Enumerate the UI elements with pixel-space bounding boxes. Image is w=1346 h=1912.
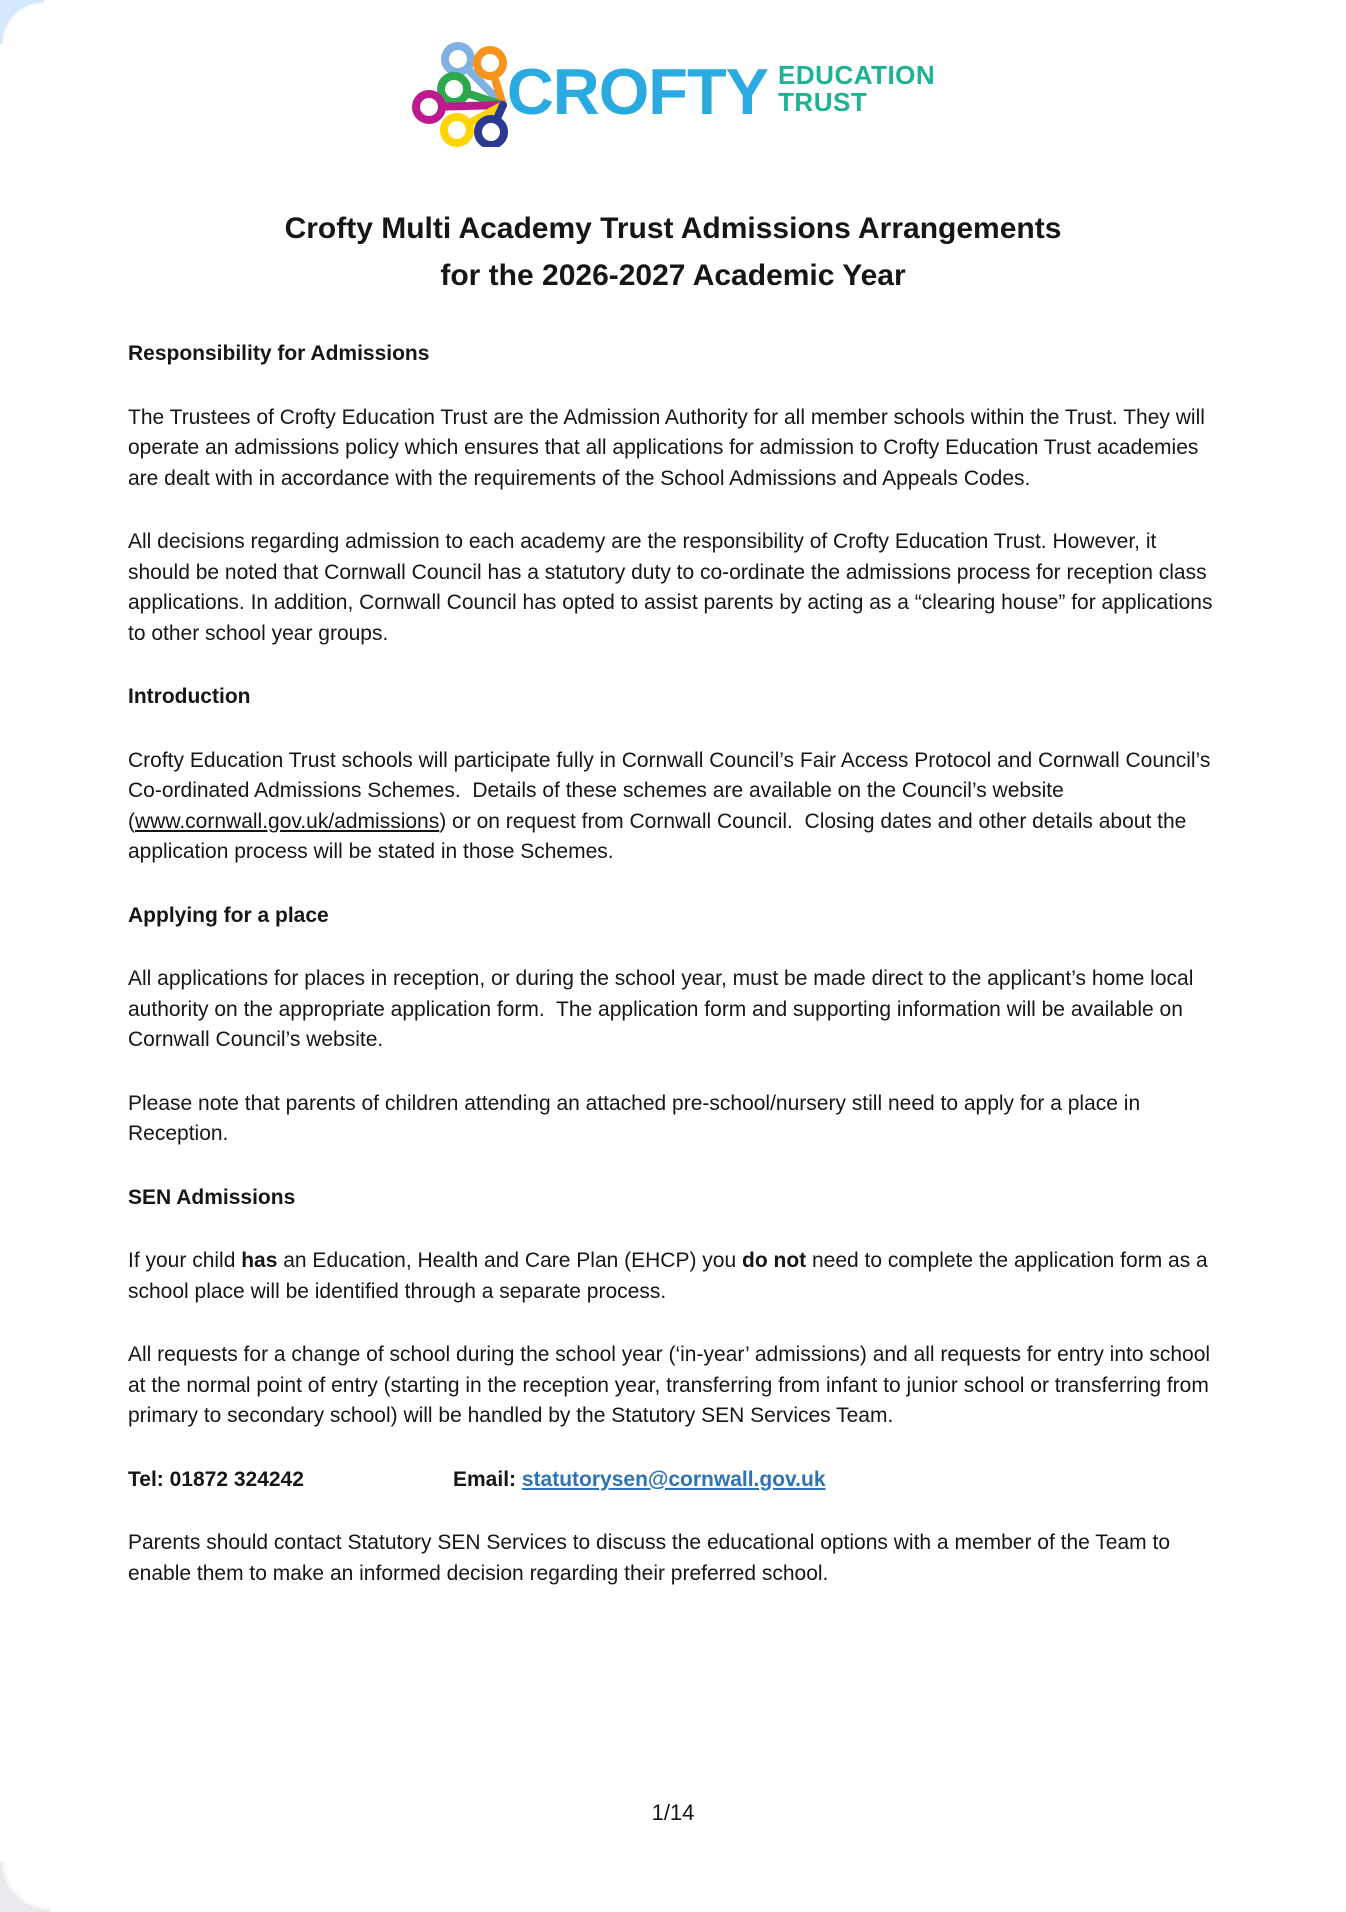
- paragraph-sen-1: [128, 1246, 1218, 1307]
- logo-suffix-trust: TRUST: [778, 87, 868, 117]
- paragraph-sen-2: All requests for a change of school during the school year (‘in-year’ admissions) and all requests for entry into school at the normal point of entry (starting in the reception year, transferring from infant to junior school or transferring from primary to secondary school) will be handled by the Statutory SEN Services Team.: [128, 1343, 1216, 1427]
- heading-introduction: Introduction: [128, 685, 251, 708]
- sen-text-1: If your child: [128, 1249, 242, 1272]
- paragraph-applying-1: All applications for places in reception, or during the school year, must be made direct to the applicant’s home local authority on the appropriate application form. The application form and supporting information will be available on Cornwall Council’s website.: [128, 967, 1200, 1051]
- email-label: Email:: [453, 1467, 522, 1491]
- page-number: 1/14: [651, 1800, 695, 1825]
- document-body: [128, 339, 1228, 1589]
- introduction-text-before-link: Crofty Education Trust schools will participate fully in Cornwall Council’s Fair Access Protocol and Cornwall Council’s Co-ordinated Admissions Schemes. Details of these schemes are available on the Council’s website (: [128, 748, 1228, 833]
- logo-wordmark: CROFTY: [506, 54, 769, 128]
- document-title: [0, 206, 1346, 299]
- heading-sen: SEN Admissions: [128, 1185, 296, 1209]
- sen-bold-do-not: do not: [742, 1249, 807, 1272]
- admissions-website-link[interactable]: www.cornwall.gov.uk/admissions: [135, 809, 440, 833]
- sen-text-3: need to complete the application form as a school place will be identified through a separate process.: [128, 1249, 1214, 1303]
- page-corner-accent-bottom-left: [0, 1862, 50, 1912]
- logo-suffix-education: EDUCATION: [778, 59, 936, 90]
- document-title-line2: for the 2026-2027 Academic Year: [440, 258, 906, 292]
- document-title-line1: Crofty Multi Academy Trust Admissions Arrangements: [284, 212, 1062, 245]
- heading-responsibility: Responsibility for Admissions: [128, 342, 430, 365]
- paragraph-responsibility-1: The Trustees of Crofty Education Trust are the Admission Authority for all member schools within the Trust. They will operate an admissions policy which ensures that all applications for admission to Crofty Education Trust academies are dealt with in accordance with the requirements of the School Admissions and Appeals Codes.: [128, 405, 1211, 490]
- paragraph-applying-2: Please note that parents of children attending an attached pre-school/nursery still need to apply for a place in Reception.: [128, 1091, 1146, 1145]
- paragraph-responsibility-2: All decisions regarding admission to each academy are the responsibility of Crofty Education Trust. However, it should be noted that Cornwall Council has a statutory duty to co-ordinate the admissions process for reception class applications. In addition, Cornwall Council has opted to assist parents by acting as a “clearing house” for applications to other school year groups.: [128, 530, 1219, 645]
- starburst-pins-icon: [411, 35, 515, 147]
- statutory-sen-email-link[interactable]: statutorysen@cornwall.gov.uk: [521, 1467, 826, 1491]
- crofty-logo: [0, 0, 1346, 128]
- logo-suffix: [778, 59, 936, 121]
- telephone-number: Tel: 01872 324242: [128, 1467, 304, 1491]
- introduction-text-after-link: ) or on request from Cornwall Council. Closing dates and other details about the application process will be stated in those Schemes.: [128, 809, 1193, 863]
- contact-line: [128, 1465, 1218, 1496]
- heading-applying: Applying for a place: [128, 903, 329, 927]
- paragraph-introduction: [128, 746, 1228, 868]
- sen-bold-has: has: [241, 1249, 278, 1272]
- page-corner-accent-top-left: [0, 0, 44, 44]
- paragraph-sen-3: Parents should contact Statutory SEN Services to discuss the educational options with a member of the Team to enable them to make an informed decision regarding their preferred school.: [128, 1531, 1176, 1585]
- sen-text-2: an Education, Health and Care Plan (EHCP) you: [277, 1249, 742, 1272]
